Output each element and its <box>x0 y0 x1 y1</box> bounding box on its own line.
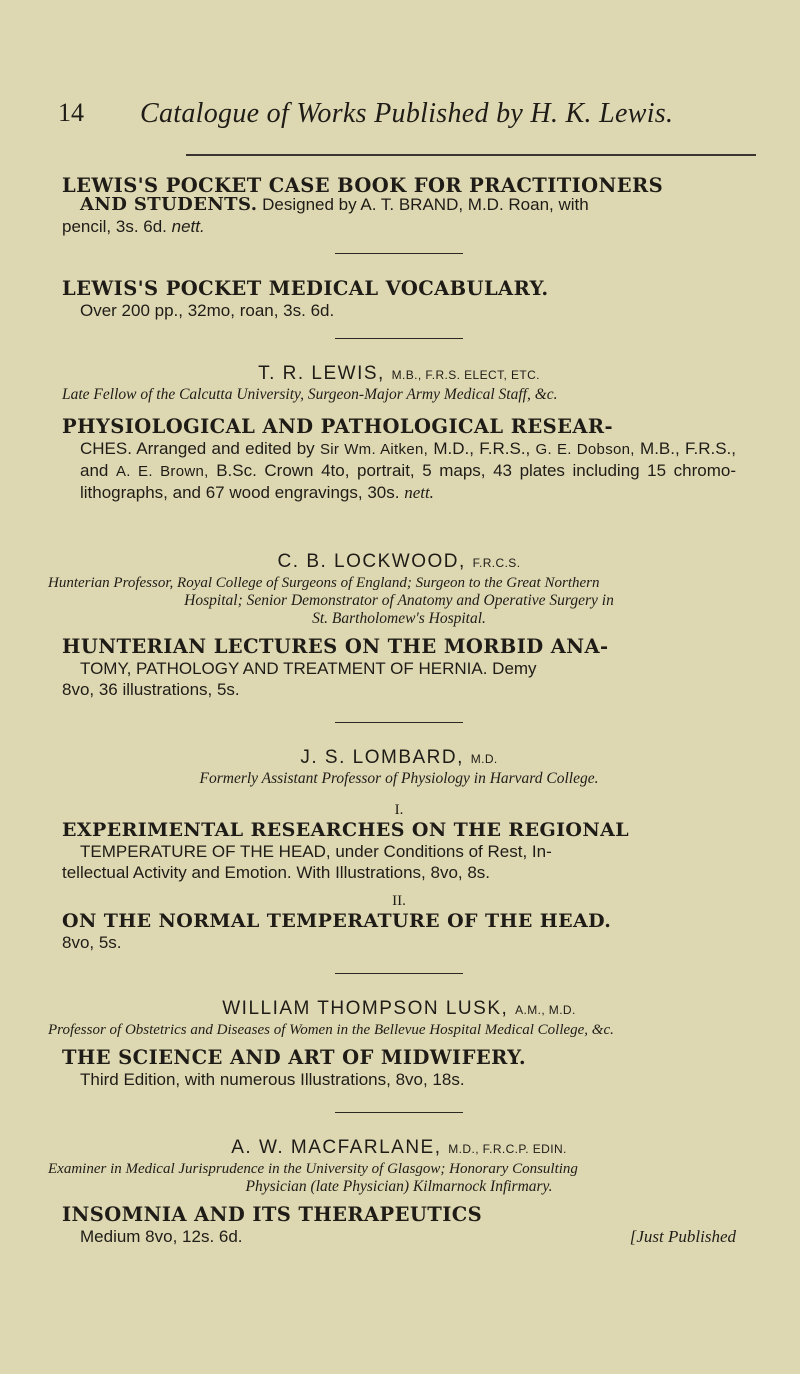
book-description: CHES. Arranged and edited by Sir Wm. Aitken, M.D., F.R.S., G. E. Dobson, M.B., F.R.S., and A. E. Brown, B.Sc. Crown 4to, portrait, 5 maps, 43 plates including 15 chromo-lithographs, and 67 wood engravings, 30s. nett. <box>80 439 736 502</box>
book-description: Third Edition, with numerous Illustrations, 8vo, 18s. <box>80 1070 465 1089</box>
book-description-line: tellectual Activity and Emotion. With Illustrations, 8vo, 8s. <box>62 863 491 882</box>
author-affiliation: Formerly Assistant Professor of Physiology in Harvard College. <box>199 770 599 787</box>
book-description: TEMPERATURE OF THE HEAD, under Conditions of Rest, In- <box>80 842 552 861</box>
author-block-lewis <box>62 363 736 503</box>
book-title: HUNTERIAN LECTURES ON THE MORBID ANA- <box>62 635 609 658</box>
book-title: LEWIS'S POCKET MEDICAL VOCABULARY. <box>62 277 549 300</box>
book-description: Medium 8vo, 12s. 6d. [Just Published <box>80 1227 736 1246</box>
author-affiliation-line: St. Bartholomew's Hospital. <box>312 610 486 627</box>
section-divider <box>335 253 463 254</box>
book-title: PHYSIOLOGICAL AND PATHOLOGICAL RESEAR- <box>62 415 613 438</box>
section-divider <box>335 973 463 974</box>
author-affiliation: Professor of Obstetrics and Diseases of Women in the Bellevue Hospital Medical College, &c. <box>48 1022 614 1038</box>
book-title: LEWIS'S POCKET CASE BOOK FOR PRACTITIONERS <box>62 174 664 197</box>
author-block-lombard <box>62 747 736 953</box>
author-block-macfarlane <box>48 1137 736 1247</box>
book-description: Over 200 pp., 32mo, roan, 3s. 6d. <box>80 301 335 320</box>
author-affiliation: Late Fellow of the Calcutta University, Surgeon-Major Army Medical Staff, &c. <box>62 386 558 403</box>
author-affiliation: Examiner in Medical Jurisprudence in the University of Glasgow; Honorary Consulting <box>48 1161 578 1177</box>
book-description: AND STUDENTS. Designed by A. T. BRAND, M.D. Roan, with <box>80 194 589 215</box>
author-block-lusk <box>48 998 736 1090</box>
author-name: C. B. LOCKWOOD, F.R.C.S. <box>277 551 521 572</box>
book-title: ON THE NORMAL TEMPERATURE OF THE HEAD. <box>62 910 612 932</box>
author-affiliation-line: Hospital; Senior Demonstrator of Anatomy and Operative Surgery in <box>184 592 614 609</box>
author-block-lockwood <box>48 551 736 700</box>
book-price: 8vo, 5s. <box>62 933 122 952</box>
section-divider <box>335 722 463 723</box>
volume-numeral: I. <box>394 802 404 818</box>
header-rule <box>186 154 756 156</box>
book-price: pencil, 3s. 6d. nett. <box>62 217 205 236</box>
section-divider <box>335 1112 463 1113</box>
volume-numeral: II. <box>392 893 406 909</box>
author-affiliation-line: Physician (late Physician) Kilmarnock Infirmary. <box>245 1178 553 1195</box>
book-price: 8vo, 36 illustrations, 5s. <box>62 680 240 699</box>
catalogue-content <box>48 174 736 1247</box>
book-title: INSOMNIA AND ITS THERAPEUTICS <box>62 1203 483 1226</box>
entry-pocket-vocabulary <box>62 278 736 321</box>
author-name: J. S. LOMBARD, M.D. <box>300 747 498 768</box>
book-description: TOMY, PATHOLOGY AND TREATMENT OF HERNIA. Demy <box>80 659 537 678</box>
book-title: EXPERIMENTAL RESEARCHES ON THE REGIONAL <box>62 819 629 841</box>
publication-status: [Just Published <box>629 1227 736 1246</box>
entry-pocket-case-book <box>62 175 736 237</box>
page-number: 14 <box>58 98 84 127</box>
book-title: THE SCIENCE AND ART OF MIDWIFERY. <box>62 1046 527 1069</box>
section-divider <box>335 338 463 339</box>
author-name: WILLIAM THOMPSON LUSK, A.M., M.D. <box>222 998 576 1019</box>
page-header <box>58 98 718 148</box>
author-affiliation: Hunterian Professor, Royal College of Surgeons of England; Surgeon to the Great Northern <box>48 575 600 591</box>
running-title: Catalogue of Works Published by H. K. Lewis. <box>140 98 674 129</box>
author-name: A. W. MACFARLANE, M.D., F.R.C.P. EDIN. <box>231 1137 567 1158</box>
author-name: T. R. LEWIS, M.B., F.R.S. ELECT, ETC. <box>258 363 540 384</box>
